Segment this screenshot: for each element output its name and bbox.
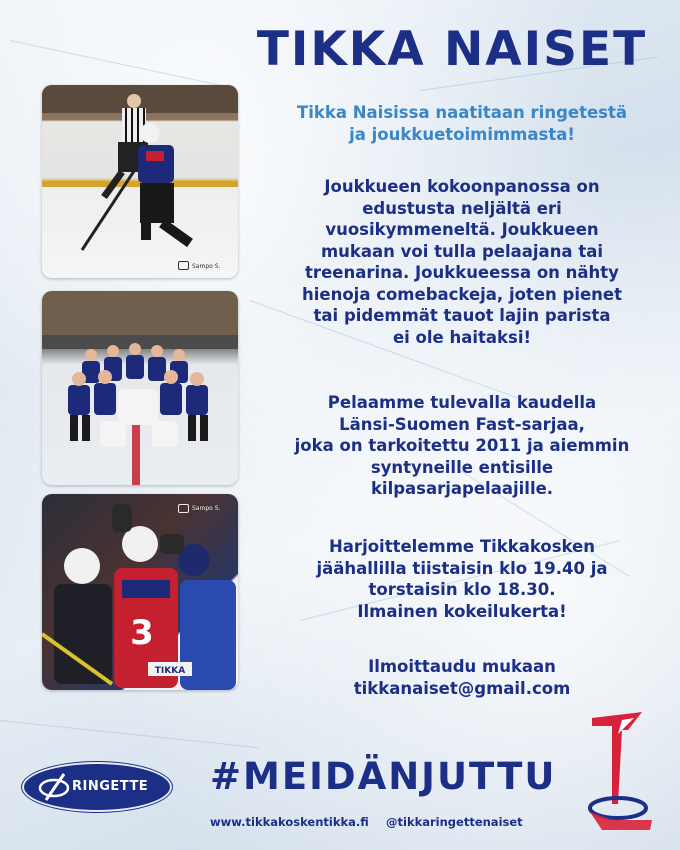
- page-title: TIKKA NAISET: [256, 22, 648, 77]
- team-group-photo: [42, 291, 238, 485]
- photo-credit: Sampo S.: [192, 505, 221, 512]
- camera-icon: [178, 261, 189, 270]
- practice-schedule-paragraph: Harjoittelemme Tikkakosken jäähallilla tiistaisin klo 19.40 ja torstaisin klo 18.30. Ilmainen kokeilukerta!: [316, 537, 608, 621]
- ringette-logo: [22, 762, 172, 812]
- intro-text: Tikka Naisissa naatitaan ringetestä ja joukkuetoimimmasta!: [297, 103, 627, 144]
- celebration-illustration: [42, 494, 238, 690]
- ice-scratch: [0, 720, 259, 748]
- svg-text:3: 3: [130, 613, 154, 653]
- instagram-handle[interactable]: @tikkaringettenaiset: [386, 815, 523, 829]
- team-description-paragraph: Joukkueen kokoonpanossa on edustusta neljältä eri vuosikymmeneltä. Joukkueen mukaan voi tulla pelaajana tai treenarina. Joukkueessa on nähty hienoja comebackeja, joten pienet tai pidemmät tauot lajin parista ei ole haitaksi!: [301, 177, 622, 347]
- player-skating-illustration: [42, 85, 238, 278]
- player-skating-photo: [42, 85, 238, 278]
- signup-email[interactable]: tikkanaiset@gmail.com: [353, 678, 571, 698]
- hashtag-text: #MEIDÄNJUTTU: [210, 755, 557, 798]
- camera-icon: [178, 504, 189, 513]
- jersey-text: TIKKA: [154, 666, 186, 676]
- team-group-illustration: [42, 291, 238, 485]
- photo-credit: Sampo S.: [192, 263, 221, 270]
- tikka-club-logo: [582, 708, 658, 834]
- ringette-logo-text: RINGETTE: [72, 779, 149, 794]
- signup-paragraph: Ilmoittaudu mukaan tikkanaiset@gmail.com: [262, 656, 662, 699]
- ice-scratch: [10, 40, 225, 87]
- ringette-ring-icon: [34, 772, 74, 802]
- league-paragraph: Pelaamme tulevalla kaudella Länsi-Suomen Fast-sarjaa, joka on tarkoitettu 2011 ja aiemmin syntyneille entisille kilpasarjapelaajille.: [294, 393, 630, 498]
- website-link[interactable]: www.tikkakoskentikka.fi: [210, 815, 369, 829]
- celebration-photo: [42, 494, 238, 690]
